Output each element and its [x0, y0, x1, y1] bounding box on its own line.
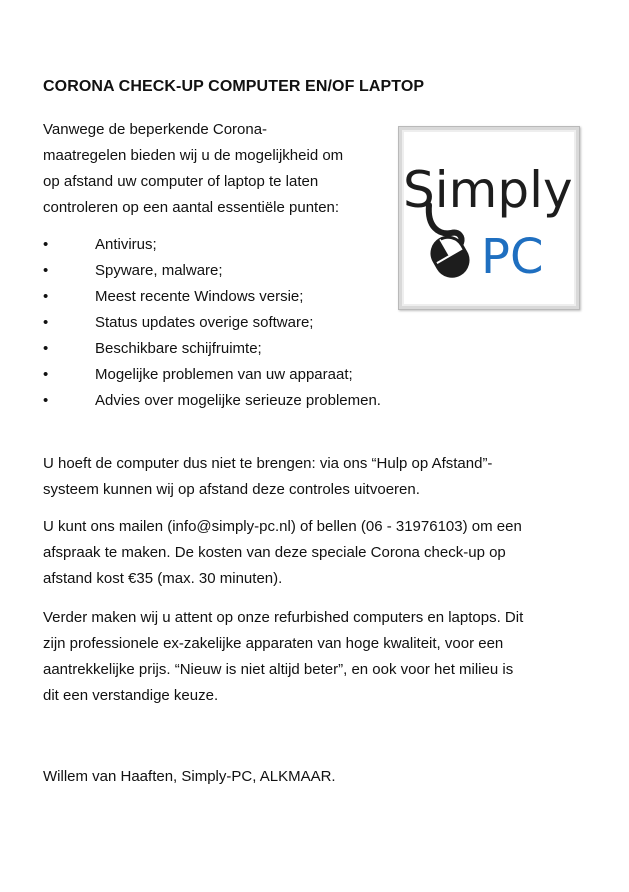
- bullet-point-icon: •: [43, 288, 49, 305]
- paragraph-line: U kunt ons mailen (info@simply-pc.nl) of bellen (06 - 31976103) om een: [43, 518, 522, 535]
- bullet-item: [43, 362, 381, 388]
- bullet-point-icon: •: [43, 366, 49, 383]
- simply-pc-logo: [398, 126, 580, 310]
- document-title: CORONA CHECK-UP COMPUTER EN/OF LAPTOP: [43, 78, 425, 95]
- bullet-point-icon: •: [43, 314, 49, 331]
- paragraph-line: U hoeft de computer dus niet te brengen: via ons “Hulp op Afstand”-: [43, 455, 493, 472]
- bullet-text: Antivirus;: [95, 236, 157, 253]
- bullet-text: Spyware, malware;: [95, 262, 223, 279]
- bullet-item: [43, 258, 381, 284]
- logo-wordmark: Simply: [403, 161, 573, 219]
- intro-line: maatregelen bieden wij u de mogelijkheid om: [43, 147, 344, 164]
- bullet-item: [43, 284, 381, 310]
- computer-mouse-icon: [426, 231, 474, 282]
- bullet-point-icon: •: [43, 392, 49, 409]
- paragraph-line: afstand kost €35 (max. 30 minuten).: [43, 570, 283, 587]
- bullet-item: [43, 310, 381, 336]
- signature: Willem van Haaften, Simply-PC, ALKMAAR.: [43, 768, 336, 785]
- paragraph-line: afspraak te maken. De kosten van deze speciale Corona check-up op: [43, 544, 506, 561]
- contact-paragraph: [43, 514, 588, 592]
- bullet-item: [43, 336, 381, 362]
- bullet-item: [43, 232, 381, 258]
- paragraph-line: systeem kunnen wij op afstand deze controles uitvoeren.: [43, 481, 420, 498]
- checkup-bullet-list: [43, 232, 381, 414]
- refurbished-paragraph: [43, 605, 588, 709]
- bullet-text: Advies over mogelijke serieuze problemen.: [95, 392, 381, 409]
- bullet-point-icon: •: [43, 262, 49, 279]
- intro-line: Vanwege de beperkende Corona-: [43, 121, 268, 138]
- logo-pc-text: PC: [481, 229, 544, 285]
- simply-pc-logo-graphic: [399, 127, 579, 309]
- intro-line: op afstand uw computer of laptop te laten: [43, 173, 319, 190]
- bullet-text: Status updates overige software;: [95, 314, 314, 331]
- bullet-text: Meest recente Windows versie;: [95, 288, 304, 305]
- bullet-point-icon: •: [43, 340, 49, 357]
- bullet-point-icon: •: [43, 236, 49, 253]
- paragraph-line: Verder maken wij u attent op onze refurbished computers en laptops. Dit: [43, 609, 524, 626]
- bullet-text: Mogelijke problemen van uw apparaat;: [95, 366, 353, 383]
- paragraph-line: dit een verstandige keuze.: [43, 687, 219, 704]
- paragraph-line: zijn professionele ex-zakelijke apparaten van hoge kwaliteit, voor een: [43, 635, 504, 652]
- intro-line: controleren op een aantal essentiële punten:: [43, 199, 340, 216]
- paragraph-line: aantrekkelijke prijs. “Nieuw is niet altijd beter”, en ook voor het milieu is: [43, 661, 514, 678]
- remote-help-paragraph: [43, 451, 588, 503]
- intro-paragraph: [43, 117, 388, 221]
- bullet-text: Beschikbare schijfruimte;: [95, 340, 262, 357]
- bullet-item: [43, 388, 381, 414]
